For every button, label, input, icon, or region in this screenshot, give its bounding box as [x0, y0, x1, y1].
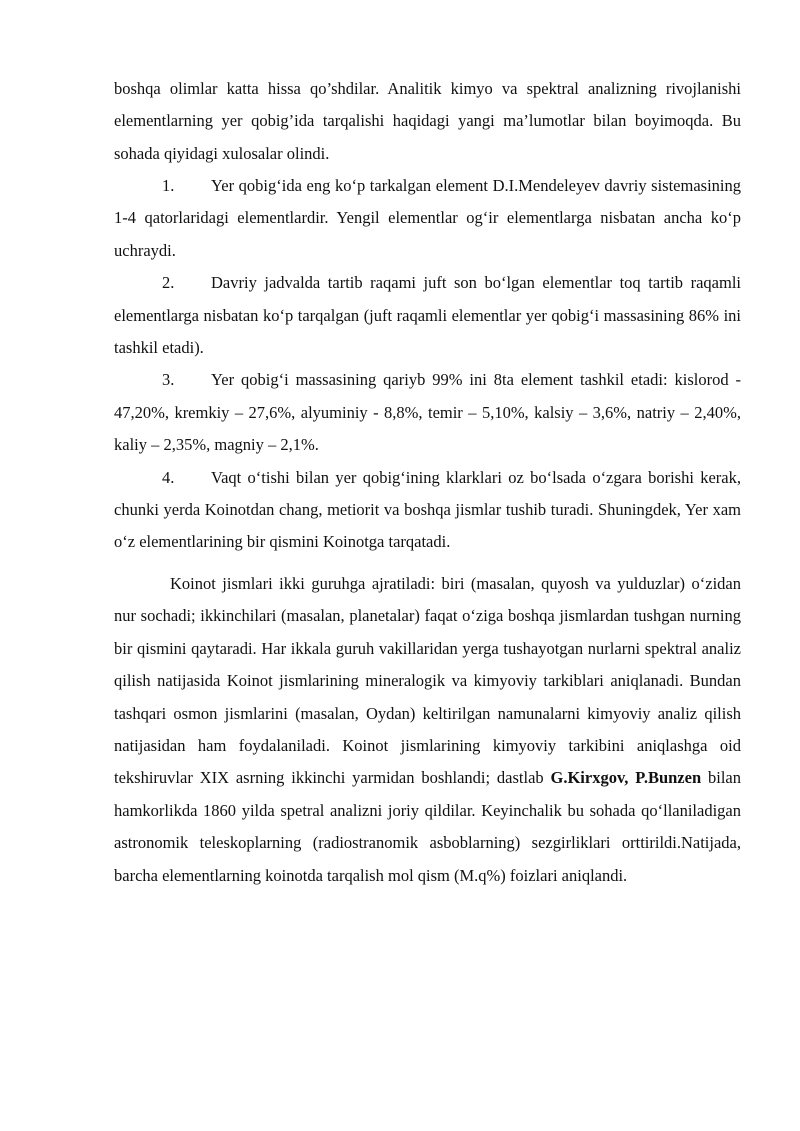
conclusions-list	[114, 170, 741, 559]
list-item-number: 4.	[162, 467, 175, 487]
list-item-number: 1.	[162, 176, 175, 195]
scientist-names: G.Kirxgov, P.Bunzen	[550, 768, 702, 788]
list-item	[114, 462, 741, 559]
body-paragraph-text: Koinot jismlari ikki guruhga ajratiladi: biri (masalan, quyosh va yulduzlar) o‘zidan nur sochadi; ikkinchilari (masalan, planetalar) faqat o‘ziga boshqa jismlardan tushgan nurning bir qismini qaytaradi. Har ikkala guruh vakillaridan yerga tushayotgan nurlarni spektral analiz qilish natijasida Koinot jismlarining mineralogik va kimyoviy tarkiblari aniqlanadi. Bundan tashqari osmon jismlarini (masalan, Oydan) keltirilgan namunalarni kimyoviy analiz qilish natijasidan ham foydalaniladi. Koinot jismlarining kimyoviy tarkibini aniqlashga oid tekshiruvlar XIX asrning ikkinchi yarmidan boshlandi; dastlab	[114, 574, 741, 788]
list-item-number: 2.	[162, 273, 175, 293]
list-item	[114, 267, 741, 364]
list-item	[114, 364, 741, 461]
list-item-text: Yer qobig‘ida eng ko‘p tarkalgan element D.I.Mendeleyev davriy sistemasining 1-4 qatorlaridagi elementlardir. Yengil elementlar og‘ir elementlarga nisbatan ancha ko‘p uchraydi.	[114, 176, 741, 260]
intro-paragraph: boshqa olimlar katta hissa qo’shdilar. Analitik kimyo va spektral analizning rivojlanishi elementlarning yer qobig’ida tarqalishi haqidagi yangi ma’lumotlar bilan boyimoqda. Bu sohada qiyidagi xulosalar olindi.	[114, 79, 741, 163]
list-item	[114, 170, 741, 267]
body-paragraph-text-continued: bilan hamkorlikda 1860 yilda spetral analizni joriy qildilar. Keyinchalik bu sohada qo‘llaniladigan astronomik teleskoplarning (radiostranomik asboblarning) sezgirliklari orttirildi.Natijada, barcha elementlarning koinotda tarqalish mol qism (M.q%) foizlari aniqlandi.	[114, 768, 741, 885]
list-item-number: 3.	[162, 370, 175, 390]
list-item-text: Davriy jadvalda tartib raqami juft son bo‘lgan elementlar toq tartib raqamli elementlarga nisbatan ko‘p tarqalgan (juft raqamli elementlar yer qobig‘i massasining 86% ini tashkil etadi).	[114, 273, 741, 358]
list-item-text: Yer qobig‘i massasining qariyb 99% ini 8ta element tashkil etadi: kislorod - 47,20%, kremkiy – 27,6%, alyuminiy - 8,8%, temir – 5,10%, kalsiy – 3,6%, natriy – 2,40%, kaliy – 2,35%, magniy – 2,1%.	[114, 370, 741, 455]
body-paragraph	[114, 568, 741, 892]
list-item-text: Vaqt o‘tishi bilan yer qobig‘ining klarklari oz bo‘lsada o‘zgara borishi kerak, chunki yerda Koinotdan chang, metiorit va boshqa jismlar tushib turadi. Shuningdek, Yer xam o‘z elementlarining bir qismini Koinotga tarqatadi.	[114, 467, 741, 552]
